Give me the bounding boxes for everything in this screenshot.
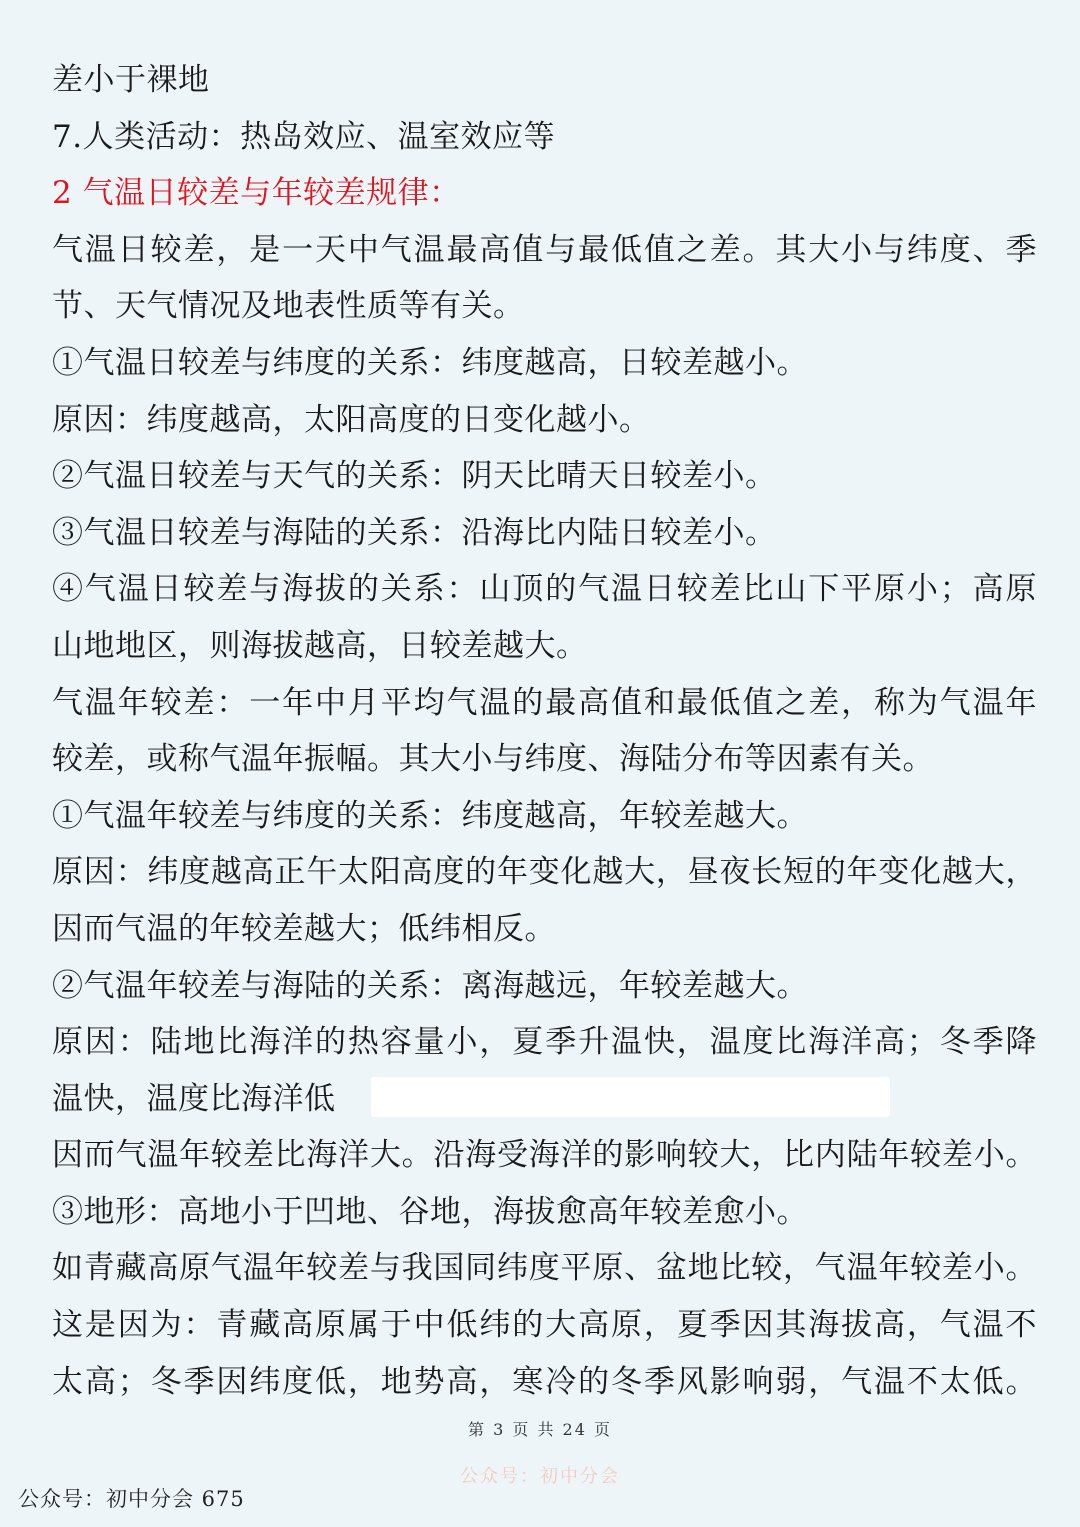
text-line: 温快，温度比海洋低 bbox=[52, 1080, 336, 1117]
text-line: 节、天气情况及地表性质等有关。 bbox=[52, 288, 525, 325]
text-line: 原因：陆地比海洋的热容量小，夏季升温快，温度比海洋高；冬季降 bbox=[52, 1024, 1037, 1061]
text-line: ②气温日较差与天气的关系：阴天比晴天日较差小。 bbox=[52, 458, 777, 495]
text-line: 较差，或称气温年振幅。其大小与纬度、海陆分布等因素有关。 bbox=[52, 741, 934, 778]
text-line: ③气温日较差与海陆的关系：沿海比内陆日较差小。 bbox=[52, 514, 777, 551]
document-body bbox=[52, 52, 1037, 1410]
text-line: 山地地区，则海拔越高，日较差越大。 bbox=[52, 627, 588, 664]
text-line: 气温年较差：一年中月平均气温的最高值和最低值之差，称为气温年 bbox=[52, 684, 1037, 721]
watermark: 公众号：初中分会 bbox=[460, 1466, 620, 1487]
text-line: ①气温年较差与纬度的关系：纬度越高，年较差越大。 bbox=[52, 797, 808, 834]
page-number: 第 3 页 共 24 页 bbox=[468, 1420, 612, 1439]
text-line: ③地形：高地小于凹地、谷地，海拔愈高年较差愈小。 bbox=[52, 1193, 808, 1230]
text-line: 差小于裸地 bbox=[52, 62, 210, 98]
text-line: 如青藏高原气温年较差与我国同纬度平原、盆地比较，气温年较差小。 bbox=[52, 1250, 1037, 1287]
redaction-box bbox=[371, 1077, 890, 1117]
text-line: 因而气温年较差比海洋大。沿海受海洋的影响较大，比内陆年较差小。 bbox=[52, 1137, 1037, 1174]
text-line: 因而气温的年较差越大；低纬相反。 bbox=[52, 910, 556, 947]
footer-label: 公众号：初中分会 675 bbox=[18, 1487, 245, 1511]
text-line: ①气温日较差与纬度的关系：纬度越高，日较差越小。 bbox=[52, 344, 808, 381]
text-line: 原因：纬度越高，太阳高度的日变化越小。 bbox=[52, 401, 651, 438]
section-heading: 2 气温日较差与年较差规律： bbox=[52, 175, 461, 212]
text-line: ④气温日较差与海拔的关系：山顶的气温日较差比山下平原小；高原 bbox=[52, 571, 1037, 608]
text-line: ②气温年较差与海陆的关系：离海越远，年较差越大。 bbox=[52, 967, 808, 1004]
text-line: 气温日较差，是一天中气温最高值与最低值之差。其大小与纬度、季 bbox=[52, 231, 1037, 268]
text-line: 原因：纬度越高正午太阳高度的年变化越大，昼夜长短的年变化越大， bbox=[52, 854, 1037, 891]
text-line: 太高；冬季因纬度低，地势高，寒冷的冬季风影响弱，气温不太低。 bbox=[52, 1363, 1037, 1400]
text-line: 这是因为：青藏高原属于中低纬的大高原，夏季因其海拔高，气温不 bbox=[52, 1307, 1037, 1344]
text-line: 7.人类活动：热岛效应、温室效应等 bbox=[52, 118, 556, 155]
